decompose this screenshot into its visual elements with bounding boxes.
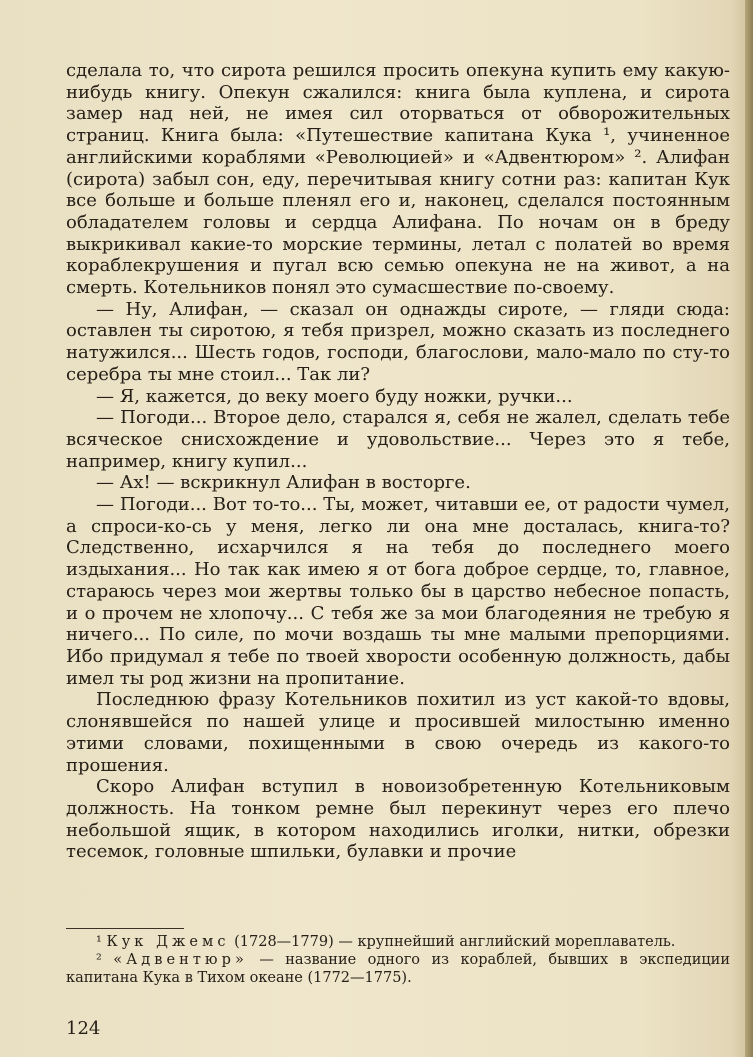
paragraph: — Ну, Алифан, — сказал он однажды сироте, — гляди сюда: оставлен ты сиротою, я тебя призрел, можно сказать из последнего натужился... Шесть годов, господи, благослови, мало-мало по сту-то серебра ты мне стоил... Так ли?: [66, 298, 730, 385]
footnote-text: — название одного из кораблей, бывших в экспедиции капитана Кука в Тихом океане (1772—1775).: [66, 952, 731, 986]
footnote-term: Кук Джемс: [106, 934, 230, 950]
footnote-number: ²: [96, 952, 102, 968]
main-text: [66, 60, 730, 863]
paragraph: — Ах! — вскрикнул Алифан в восторге.: [96, 472, 471, 494]
paragraph: Скоро Алифан вступил в новоизобретенную Котельниковым должность. На тонком ремне был перекинут через его плечо небольшой ящик, в котором находились иголки, нитки, обрезки тесемок, головные шпильки, булавки и прочие: [66, 776, 730, 863]
page-edge: [745, 0, 753, 1057]
paragraph: — Погоди... Вот то-то... Ты, может, читавши ее, от радости чумел, а спроси-ко-сь у меня, легко ли она мне досталась, книга-то? Следственно, исхарчился я на тебя до последнего моего издыхания... Но так как имею я от бога доброе сердце, то, главное, стараюсь через мои жертвы только бы в царство небесное попасть, и о прочем не хлопочу... С тебя же за мои благодеяния не требую я ничего... По силе, по мочи воздашь ты мне малыми препорциями. Ибо придумал я тебе по твоей хворости особенную должность, дабы имел ты род жизни на пропитание.: [66, 494, 730, 689]
paragraph: Последнюю фразу Котельников похитил из уст какой-то вдовы, слонявшейся по нашей улице и просившей милостыню именно этими словами, похищенными в свою очередь из какого-то прошения.: [66, 689, 730, 776]
paragraph: — Погоди... Второе дело, старался я, себя не жалел, сделать тебе всяческое снисхождение и удовольствие... Через это я тебе, например, книгу купил...: [66, 407, 730, 472]
footnotes: [66, 933, 730, 987]
footnote-term: «Адвентюр»: [113, 952, 248, 968]
footnote: [66, 951, 730, 987]
footnote-text: (1728—1779) — крупнейший английский мореплаватель.: [234, 934, 676, 950]
paragraph: — Я, кажется, до веку моего буду ножки, ручки...: [96, 385, 573, 407]
footnote: [66, 933, 730, 951]
footnote-separator: [66, 928, 184, 929]
footnote-number: ¹: [96, 934, 102, 950]
page-number: 124: [66, 1018, 101, 1039]
paragraph: сделала то, что сирота решился просить опекуна купить ему какую-нибудь книгу. Опекун сжалился: книга была куплена, и сирота замер над ней, не имея сил оторваться от обворожительных страниц. Книга была: «Путешествие капитана Кука ¹, учиненное английскими кораблями «Революцией» и «Адвентюром» ². Алифан (сирота) забыл сон, еду, перечитывая книгу сотни раз: капитан Кук все больше и больше пленял его и, наконец, сделался постоянным обладателем головы и сердца Алифана. По ночам он в бреду выкрикивал какие-то морские термины, летал с полатей во время кораблекрушения и пугал всю семью опекуна не на живот, а на смерть. Котельников понял это сумасшествие по-своему.: [66, 60, 730, 299]
